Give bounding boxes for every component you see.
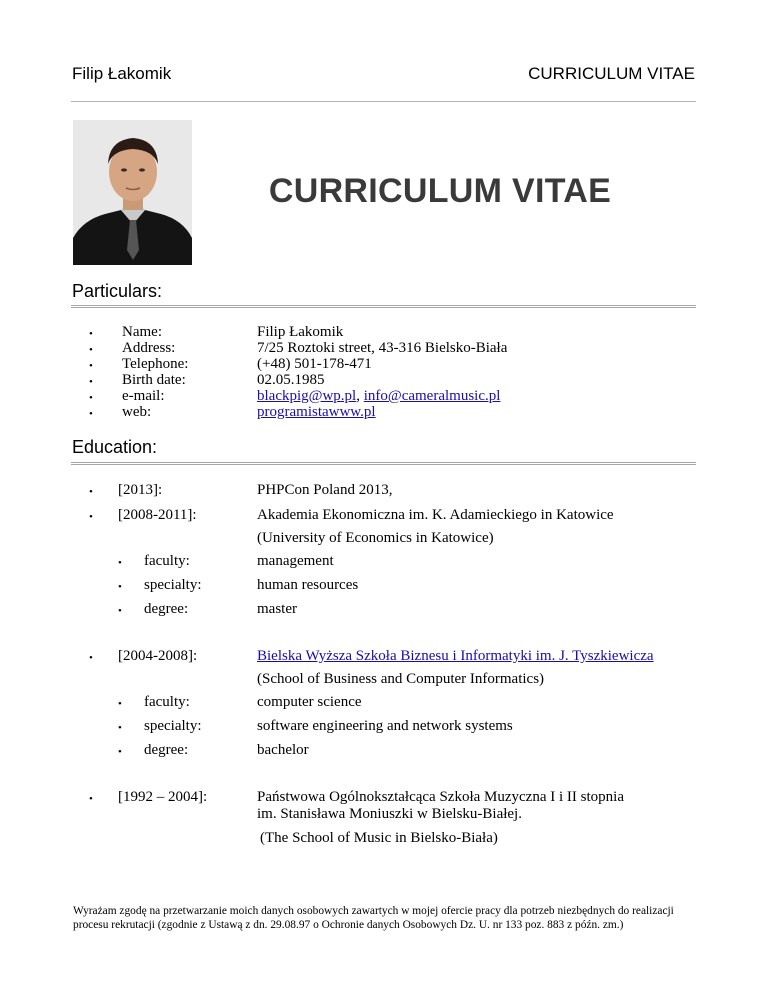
detail-label: degree: [144, 601, 189, 617]
detail-value: master [257, 601, 297, 617]
education-school-link[interactable]: Bielska Wyższa Szkoła Biznesu i Informatyki im. J. Tyszkiewicza [257, 648, 654, 664]
email-link-1[interactable]: blackpig@wp.pl [257, 388, 357, 404]
consent-clause: Wyrażam zgodę na przetwarzanie moich danych osobowych zawartych w mojej ofercie pracy dla potrzeb niezbędnych do realizacji procesu rekrutacji (zgodnie z Ustawą z dn. 29.08.97 o Ochronie danych Osobowych Dz. U. nr 133 poz. 883 z późn. zm.) [73, 905, 674, 931]
bullet: • [89, 360, 93, 372]
education-period: [1992 – 2004]: [118, 789, 208, 805]
education-school: Państwowa Ogólnokształcąca Szkoła Muzyczna I i II stopnia [257, 789, 624, 805]
particular-label: Address: [122, 340, 176, 356]
header-name: Filip Łakomik [72, 64, 172, 83]
education-school: Akademia Ekonomiczna im. K. Adamieckiego in Katowice [257, 507, 614, 523]
particulars-heading: Particulars: [72, 281, 163, 301]
portrait-photo [73, 120, 192, 265]
email-link-2[interactable]: info@cameralmusic.pl [363, 388, 501, 404]
bullet: • [89, 376, 93, 388]
particular-label: Telephone: [122, 356, 189, 372]
bullet: • [89, 392, 93, 404]
education-period: [2004-2008]: [118, 648, 198, 664]
education-school: PHPCon Poland 2013, [257, 482, 393, 498]
detail-label: degree: [144, 742, 189, 758]
detail-value: management [257, 553, 334, 569]
bullet: • [89, 793, 93, 805]
email-separator: , [356, 388, 364, 404]
bullet: • [118, 746, 122, 758]
detail-label: faculty: [144, 553, 190, 569]
detail-value: human resources [257, 577, 359, 593]
particular-value: Filip Łakomik [257, 324, 344, 340]
email-values [257, 388, 500, 405]
bullet: • [118, 605, 122, 617]
header-divider [71, 101, 696, 102]
particular-label: e-mail: [122, 388, 165, 404]
education-school-english: (The School of Music in Bielsko-Biała) [260, 830, 498, 846]
detail-label: specialty: [144, 577, 202, 593]
education-period: [2013]: [118, 482, 163, 498]
education-school-english: (University of Economics in Katowice) [257, 530, 494, 546]
portrait-icon [73, 120, 192, 265]
particular-label: web: [122, 404, 152, 420]
bullet: • [118, 581, 122, 593]
bullet: • [118, 557, 122, 569]
education-school-english: (School of Business and Computer Informatics) [257, 671, 545, 687]
particular-value: 02.05.1985 [257, 372, 325, 388]
particulars-divider [71, 305, 696, 308]
bullet: • [118, 698, 122, 710]
education-divider [71, 462, 696, 465]
bullet: • [89, 652, 93, 664]
detail-label: specialty: [144, 718, 202, 734]
bullet: • [89, 408, 93, 420]
header-document-title: CURRICULUM VITAE [528, 64, 695, 83]
detail-value: bachelor [257, 742, 309, 758]
education-heading: Education: [72, 437, 158, 457]
bullet: • [89, 486, 93, 498]
particular-label: Birth date: [122, 372, 186, 388]
detail-label: faculty: [144, 694, 190, 710]
education-period: [2008-2011]: [118, 507, 197, 523]
particular-value: (+48) 501-178-471 [257, 356, 372, 372]
bullet: • [89, 344, 93, 356]
bullet: • [89, 511, 93, 523]
page-title: CURRICULUM VITAE [268, 172, 612, 210]
particular-value: 7/25 Roztoki street, 43-316 Bielsko-Biała [257, 340, 508, 356]
bullet: • [89, 328, 93, 340]
detail-value: computer science [257, 694, 362, 710]
bullet: • [118, 722, 122, 734]
particular-label: Name: [122, 324, 162, 340]
web-link[interactable]: programistawww.pl [257, 404, 376, 420]
detail-value: software engineering and network systems [257, 718, 513, 734]
education-school-line2: im. Stanisława Moniuszki w Bielsku-Białej. [257, 806, 522, 822]
